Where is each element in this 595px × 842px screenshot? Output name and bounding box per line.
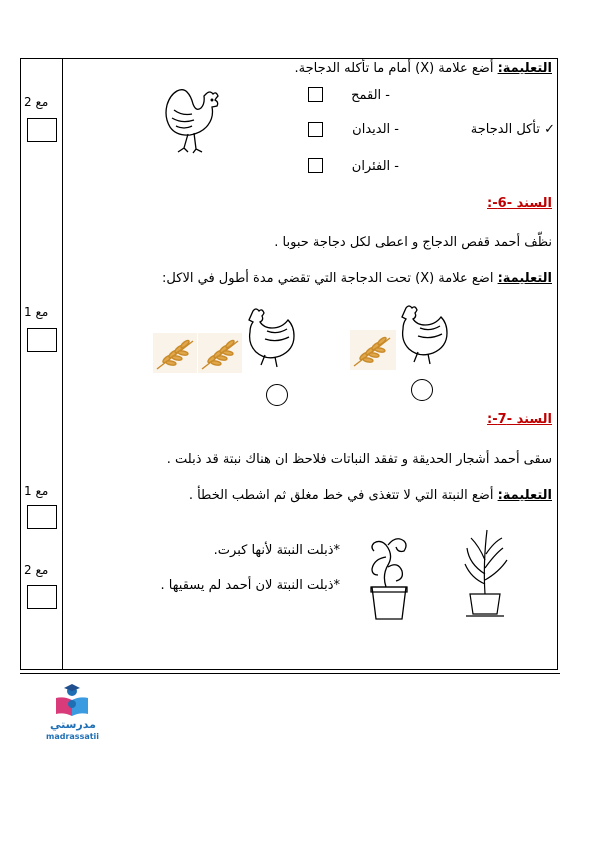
score-label-7b: مع 2 <box>24 563 49 577</box>
section6-instruction <box>162 271 552 287</box>
section6-title: السند -6-: <box>487 196 552 211</box>
wilted-plant-illustration <box>364 527 414 622</box>
wheat-icon <box>350 330 396 370</box>
score-box-6[interactable] <box>27 328 57 352</box>
statement-grew: *ذبلت النبتة لأنها كبرت. <box>213 543 340 558</box>
instruction-text: اضع علامة (X) تحت الدجاجة التي تقضي مدة أطول في الاكل: <box>162 271 498 286</box>
score-label-5: مع 2 <box>24 95 49 109</box>
bottom-rule <box>20 673 560 674</box>
logo-latin-text: madrassatii <box>46 732 100 741</box>
score-column-divider <box>62 58 63 670</box>
checkbox-wheat[interactable] <box>308 87 323 102</box>
logo-arabic-text: مدرستي <box>50 718 96 731</box>
hen-illustration <box>243 303 303 369</box>
checkmark-icon: ✓ <box>544 122 555 137</box>
option-wheat: - القمح <box>351 88 390 103</box>
instruction-label: التعليمة: <box>497 271 552 286</box>
instruction-label: التعليمة: <box>497 488 552 503</box>
madrassatii-logo-icon <box>52 684 92 718</box>
instruction-label: التعليمة: <box>497 61 552 76</box>
answer-circle-right[interactable] <box>411 379 433 401</box>
instruction-text: أضع النبتة التي لا تتغذى في خط مغلق ثم اشطب الخطأ . <box>188 488 498 503</box>
section5-instruction <box>295 61 553 77</box>
option-mice: - الفئران <box>351 159 399 174</box>
section7-context: سقى أحمد أشجار الحديقة و تفقد النباتات فلاحظ ان هناك نبتة قد ذبلت . <box>166 452 552 467</box>
option-worms: - الديدان <box>352 122 399 137</box>
statement-not-watered: *ذبلت النبتة لان أحمد لم يسقيها . <box>160 578 340 593</box>
score-box-7b[interactable] <box>27 585 57 609</box>
checkbox-worms[interactable] <box>308 122 323 137</box>
instruction-text: أضع علامة (X) أمام ما تأكله الدجاجة. <box>294 61 498 76</box>
question-text: تأكل الدجاجة <box>470 122 540 137</box>
checkbox-mice[interactable] <box>308 158 323 173</box>
score-box-7a[interactable] <box>27 505 57 529</box>
section6-context: نظّف أحمد قفص الدجاج و اعطى لكل دجاجة حبوبا . <box>274 235 552 250</box>
section7-instruction <box>189 488 552 504</box>
healthy-plant-illustration <box>460 524 510 619</box>
hen-illustration <box>398 300 456 366</box>
answer-circle-left[interactable] <box>266 384 288 406</box>
wheat-icon <box>153 333 197 373</box>
score-box-5[interactable] <box>27 118 57 142</box>
section7-title: السند -7-: <box>487 412 552 427</box>
score-label-6: مع 1 <box>24 305 49 319</box>
wheat-icon <box>198 333 242 373</box>
question-hen-eats <box>471 122 555 138</box>
hen-illustration <box>158 88 228 168</box>
score-label-7a: مع 1 <box>24 484 49 498</box>
